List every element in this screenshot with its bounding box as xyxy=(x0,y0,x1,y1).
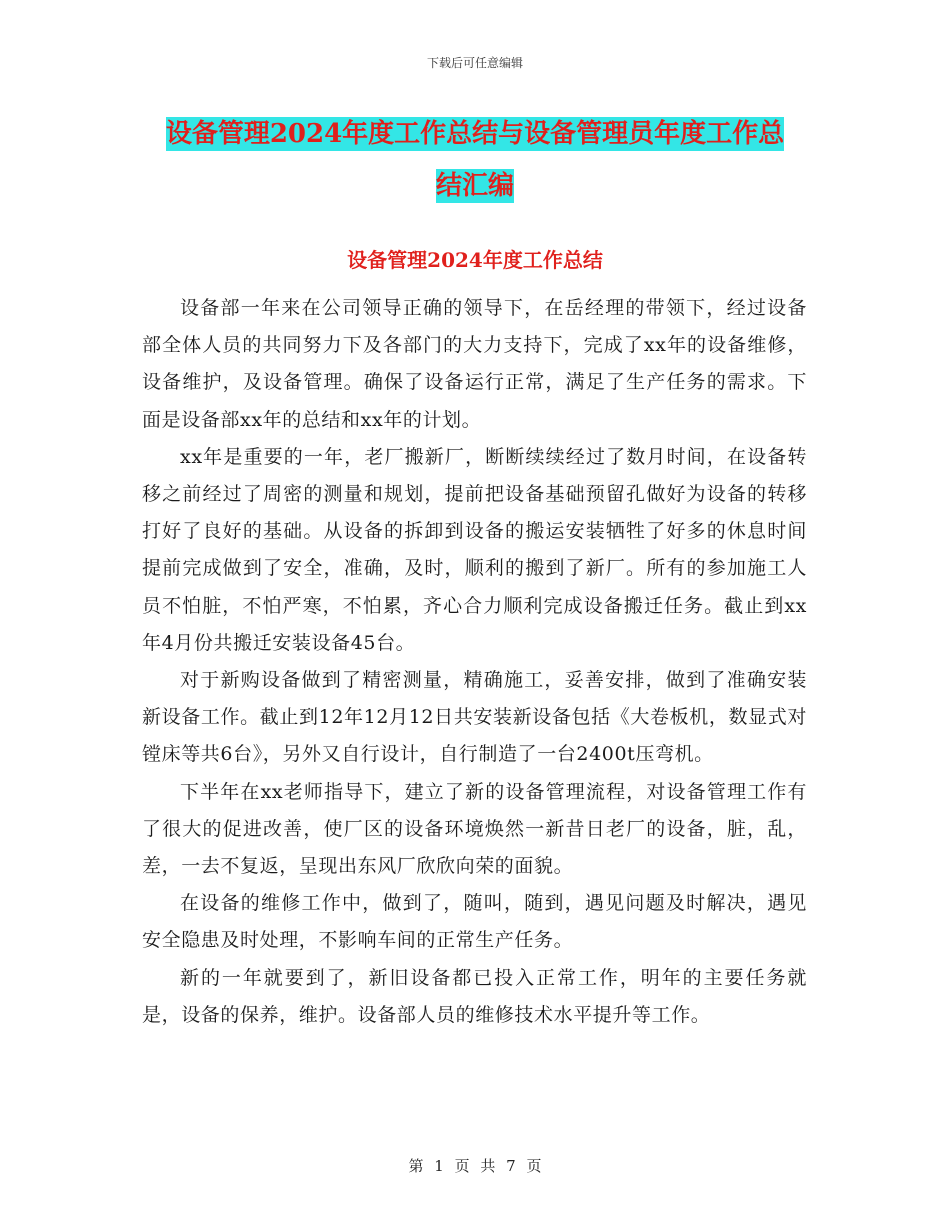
document-title-line-1: 设备管理2024年度工作总结与设备管理员年度工作总 xyxy=(165,119,785,149)
page-header-note: 下载后可任意编辑 xyxy=(426,56,523,70)
document-title-line-2: 结汇编 xyxy=(435,171,514,201)
section-title: 设备管理2024年度工作总结 xyxy=(347,248,603,272)
paragraph: 新的一年就要到了，新旧设备都已投入正常工作，明年的主要任务就是，设备的保养，维护。设备部人员的维修技术水平提升等工作。 xyxy=(142,966,807,1026)
paragraph: 对于新购设备做到了精密测量，精确施工，妥善安排，做到了准确安装新设备工作。截止到12年12月12日共安装新设备包括《大卷板机，数显式对镗床等共6台》，另外又自行设计，自行制造了一台2400t压弯机。 xyxy=(142,669,807,766)
paragraph: 下半年在xx老师指导下，建立了新的设备管理流程，对设备管理工作有了很大的促进改善，使厂区的设备环境焕然一新昔日老厂的设备，脏，乱，差，一去不复返，呈现出东风厂欣欣向荣的面貌。 xyxy=(142,780,807,878)
paragraph: xx年是重要的一年，老厂搬新厂，断断续续经过了数月时间，在设备转移之前经过了周密的测量和规划，提前把设备基础预留孔做好为设备的转移打好了良好的基础。从设备的拆卸到设备的搬运安装牺牲了好多的休息时间提前完成做到了安全，准确，及时，顺利的搬到了新厂。所有的参加施工人员不怕脏，不怕严寒，不怕累，齐心合力顺利完成设备搬迁任务。截止到xx年4月份共搬迁安装设备45台。 xyxy=(142,445,807,654)
document-title xyxy=(150,108,800,212)
page-number: 第 1 页 共 7 页 xyxy=(408,1157,542,1175)
paragraph: 在设备的维修工作中，做到了，随叫，随到，遇见问题及时解决，遇见安全隐患及时处理，不影响车间的正常生产任务。 xyxy=(142,892,807,952)
paragraph: 设备部一年来在公司领导正确的领导下，在岳经理的带领下，经过设备部全体人员的共同努力下及各部门的大力支持下，完成了xx年的设备维修，设备维护，及设备管理。确保了设备运行正常，满足了生产任务的需求。下面是设备部xx年的总结和xx年的计划。 xyxy=(142,297,807,431)
document-body xyxy=(142,290,807,1034)
